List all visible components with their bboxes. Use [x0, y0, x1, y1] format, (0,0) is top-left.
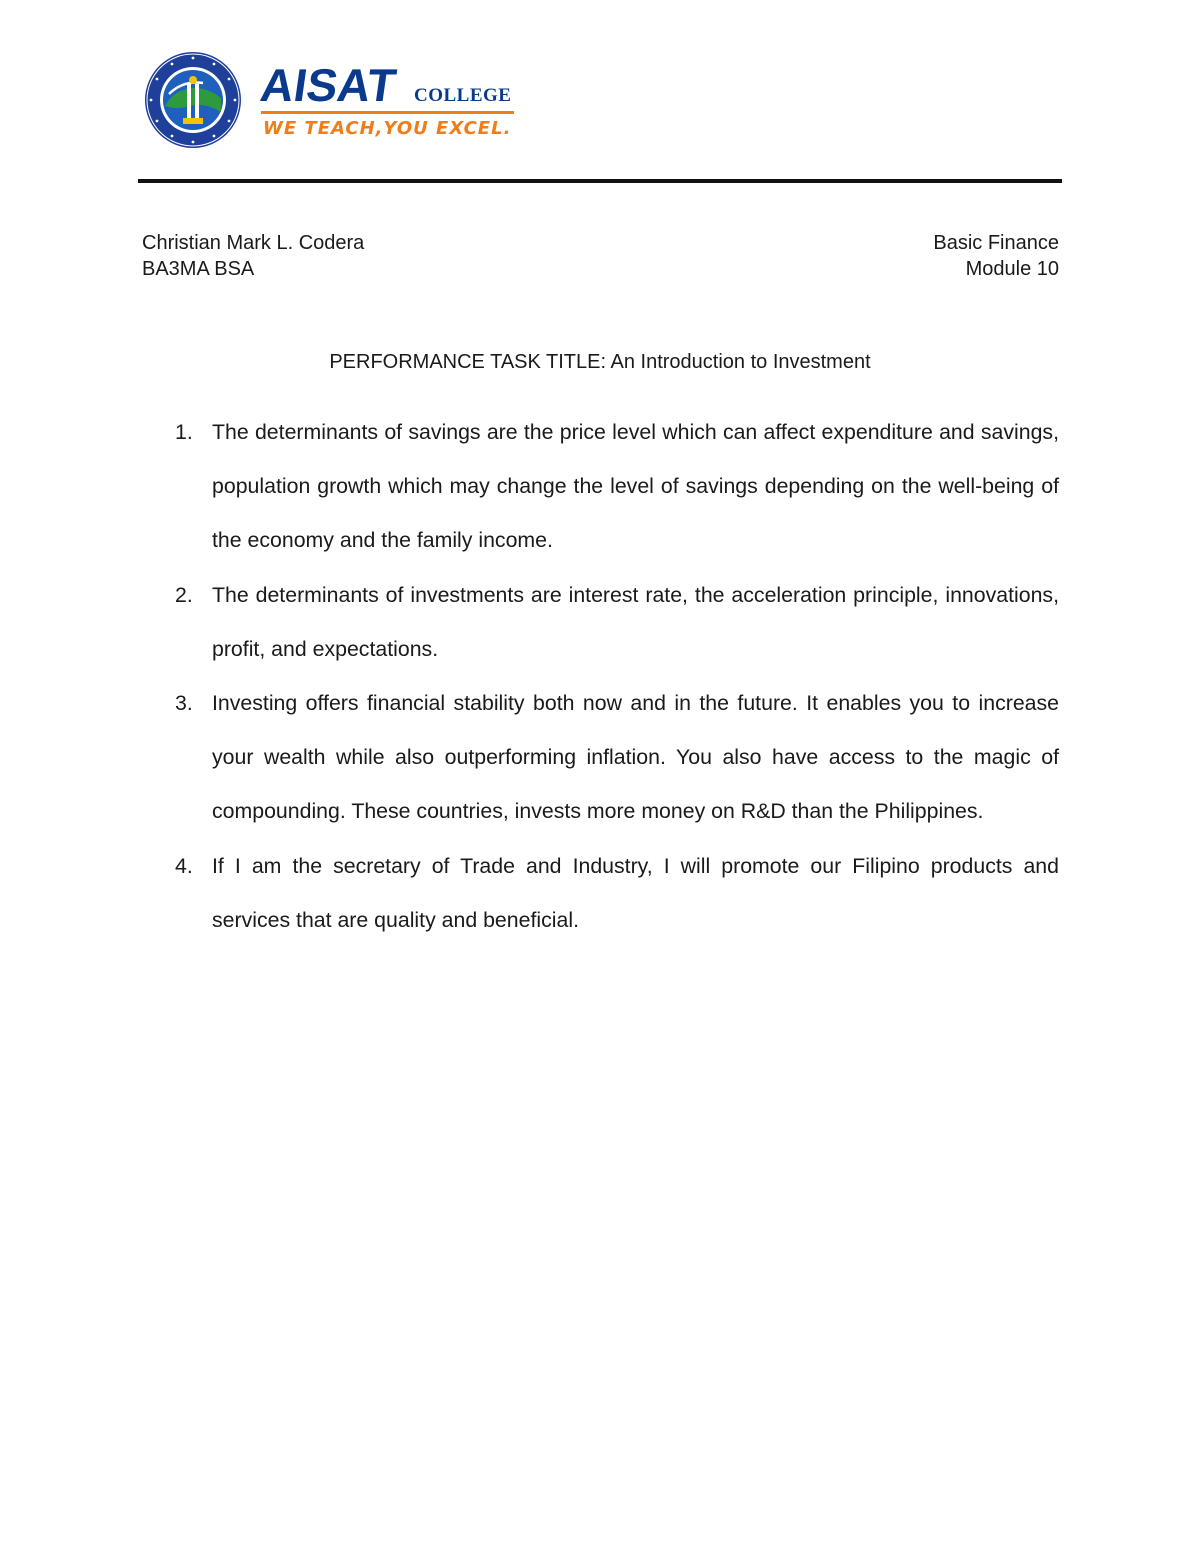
student-name: Christian Mark L. Codera [142, 232, 365, 254]
course-subject: Basic Finance [933, 232, 1059, 254]
course-info [933, 230, 1059, 282]
student-info [142, 230, 364, 282]
task-title: PERFORMANCE TASK TITLE: An Introduction to Investment [329, 351, 871, 373]
answer-number: 2. [175, 582, 193, 607]
brand-underline [261, 111, 514, 114]
brand-tagline: WE TEACH,YOU EXCEL. [263, 118, 512, 139]
brand-suffix: COLLEGE [414, 85, 512, 106]
answer-item-3 [142, 676, 1059, 839]
college-seal-icon [143, 50, 243, 150]
answer-text: The determinants of savings are the price level which can affect expenditure and savings, population growth which may change the level of savings depending on the well-being of the economy and the family income. [212, 420, 1059, 553]
answer-text: Investing offers financial stability both now and in the future. It enables you to increase your wealth while also outperforming inflation. You also have access to the magic of compounding. These countries, invests more money on R&D than the Philippines. [212, 691, 1059, 824]
answer-text: If I am the secretary of Trade and Industry, I will promote our Filipino products and services that are quality and beneficial. [212, 853, 1059, 932]
answer-list [142, 405, 1059, 947]
answer-number: 4. [175, 853, 193, 878]
answer-item-2 [142, 568, 1059, 676]
answer-item-4 [142, 839, 1059, 947]
answer-text: The determinants of investments are interest rate, the acceleration principle, innovations, profit, and expectations. [212, 582, 1059, 661]
brand-name: AISAT [257, 59, 400, 111]
college-logo [143, 50, 543, 160]
student-program: BA3MA BSA [142, 258, 255, 280]
college-wordmark [257, 59, 561, 152]
header-divider [138, 179, 1062, 183]
course-module: Module 10 [965, 258, 1059, 280]
answer-number: 3. [175, 691, 193, 716]
answer-item-1 [142, 405, 1059, 568]
answer-number: 1. [175, 420, 193, 444]
